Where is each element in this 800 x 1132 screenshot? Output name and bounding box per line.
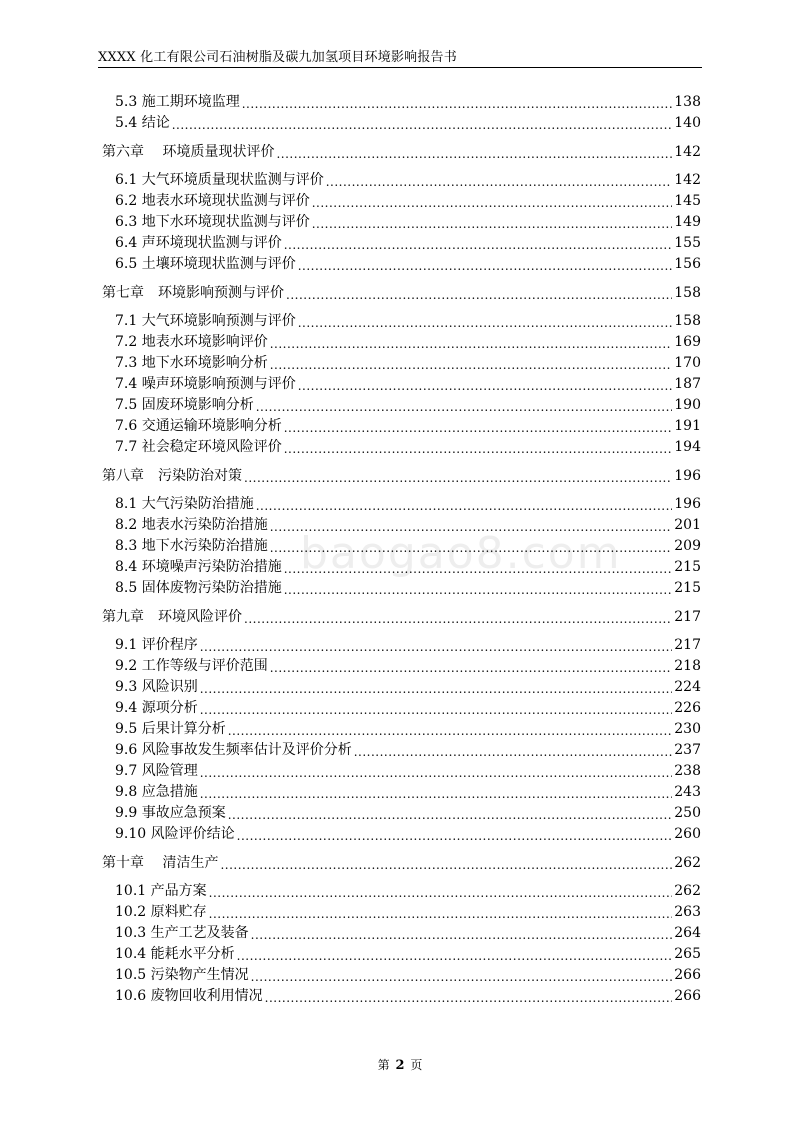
toc-dot-leader [237, 824, 673, 845]
toc-entry-title: 8.4 环境噪声污染防治措施 [115, 559, 282, 575]
toc-dot-leader [265, 986, 673, 1007]
toc-entry-page: 142 [674, 144, 701, 160]
toc-entry-page: 201 [674, 517, 701, 533]
toc-dot-leader [270, 656, 673, 677]
document-title: XXXX 化工有限公司石油树脂及碳九加氢项目环境影响报告书 [98, 50, 457, 65]
toc-dot-leader [244, 466, 672, 487]
toc-dot-leader [228, 803, 673, 824]
toc-entry-title: 7.2 地表水环境影响评价 [115, 334, 268, 350]
toc-entry-page: 260 [674, 826, 701, 842]
toc-entry-title: 第八章 污染防治对策 [102, 468, 242, 484]
toc-dot-leader [200, 761, 673, 782]
toc-dot-leader [286, 283, 672, 304]
toc-entry-page: 155 [674, 235, 701, 251]
toc-dot-leader [244, 607, 672, 628]
toc-entry-title: 6.5 土壤环境现状监测与评价 [115, 256, 296, 272]
toc-entry-title: 9.6 风险事故发生频率估计及评价分析 [115, 742, 352, 758]
footer-page-number: 2 [395, 1058, 405, 1073]
footer-suffix: 页 [410, 1058, 423, 1072]
toc-dot-leader [284, 416, 673, 437]
toc-section-entry[interactable] [102, 353, 701, 374]
toc-entry-page: 250 [674, 805, 701, 821]
toc-dot-leader [251, 923, 673, 944]
toc-entry-page: 196 [674, 468, 701, 484]
toc-section-entry[interactable] [102, 395, 701, 416]
toc-chapter-entry[interactable] [102, 465, 701, 487]
toc-entry-page: 217 [674, 637, 701, 653]
toc-entry-page: 238 [674, 763, 701, 779]
page-footer [0, 1056, 800, 1073]
toc-entry-title: 9.3 风险识别 [115, 679, 198, 695]
toc-entry-page: 262 [674, 855, 701, 871]
toc-section-entry[interactable] [102, 803, 701, 824]
toc-dot-leader [242, 92, 673, 113]
page-header [98, 44, 702, 68]
toc-section-entry[interactable] [102, 416, 701, 437]
toc-section-entry[interactable] [102, 719, 701, 740]
toc-dot-leader [200, 677, 673, 698]
toc-dot-leader [270, 536, 673, 557]
toc-dot-leader [270, 353, 673, 374]
toc-section-entry[interactable] [102, 254, 701, 275]
toc-entry-page: 215 [674, 580, 701, 596]
toc-section-entry[interactable] [102, 113, 701, 134]
toc-entry-page: 226 [674, 700, 701, 716]
toc-entry-page: 266 [674, 967, 701, 983]
toc-entry-page: 156 [674, 256, 701, 272]
toc-entry-page: 230 [674, 721, 701, 737]
toc-section-entry[interactable] [102, 965, 701, 986]
toc-dot-leader [284, 557, 673, 578]
toc-dot-leader [326, 170, 673, 191]
toc-entry-title: 9.9 事故应急预案 [115, 805, 226, 821]
toc-chapter-entry[interactable] [102, 852, 701, 874]
toc-entry-page: 262 [674, 883, 701, 899]
toc-dot-leader [200, 698, 673, 719]
toc-dot-leader [209, 881, 673, 902]
toc-dot-leader [312, 212, 673, 233]
toc-section-entry[interactable] [102, 332, 701, 353]
toc-entry-title: 10.4 能耗水平分析 [115, 946, 235, 962]
toc-section-entry[interactable] [102, 677, 701, 698]
toc-dot-leader [228, 719, 673, 740]
toc-entry-page: 138 [674, 94, 701, 110]
toc-section-entry[interactable] [102, 191, 701, 212]
toc-entry-page: 264 [674, 925, 701, 941]
toc-entry-page: 237 [674, 742, 701, 758]
toc-entry-title: 8.5 固体废物污染防治措施 [115, 580, 282, 596]
toc-section-entry[interactable] [102, 782, 701, 803]
toc-dot-leader [284, 578, 673, 599]
toc-dot-leader [251, 965, 673, 986]
toc-section-entry[interactable] [102, 170, 701, 191]
toc-dot-leader [284, 437, 673, 458]
toc-chapter-entry[interactable] [102, 606, 701, 628]
toc-section-entry[interactable] [102, 557, 701, 578]
toc-dot-leader [284, 233, 673, 254]
toc-entry-page: 158 [674, 285, 701, 301]
toc-dot-leader [209, 902, 673, 923]
toc-entry-title: 9.7 风险管理 [115, 763, 198, 779]
toc-dot-leader [200, 782, 673, 803]
toc-entry-page: 158 [674, 313, 701, 329]
toc-entry-page: 217 [674, 609, 701, 625]
watermark: baogao8.com [300, 528, 622, 579]
toc-dot-leader [270, 515, 673, 536]
toc-dot-leader [298, 311, 673, 332]
toc-section-entry[interactable] [102, 437, 701, 458]
toc-entry-title: 10.5 污染物产生情况 [115, 967, 249, 983]
toc-entry-title: 8.2 地表水污染防治措施 [115, 517, 268, 533]
toc-section-entry[interactable] [102, 212, 701, 233]
toc-dot-leader [298, 374, 673, 395]
toc-section-entry[interactable] [102, 698, 701, 719]
toc-entry-title: 5.3 施工期环境监理 [115, 94, 240, 110]
toc-entry-title: 第十章 清洁生产 [102, 855, 219, 871]
toc-entry-title: 10.1 产品方案 [115, 883, 207, 899]
toc-entry-title: 9.5 后果计算分析 [115, 721, 226, 737]
toc-entry-title: 10.6 废物回收利用情况 [115, 988, 263, 1004]
toc-entry-title: 第七章 环境影响预测与评价 [102, 285, 284, 301]
toc-section-entry[interactable] [102, 578, 701, 599]
toc-section-entry[interactable] [102, 881, 701, 902]
toc-entry-page: 140 [674, 115, 701, 131]
footer-prefix: 第 [377, 1058, 390, 1072]
toc-dot-leader [200, 635, 673, 656]
toc-dot-leader [256, 395, 673, 416]
toc-section-entry[interactable] [102, 923, 701, 944]
toc-chapter-entry[interactable] [102, 282, 701, 304]
toc-section-entry[interactable] [102, 656, 701, 677]
toc-section-entry[interactable] [102, 635, 701, 656]
toc-section-entry[interactable] [102, 92, 701, 113]
toc-section-entry[interactable] [102, 494, 701, 515]
toc-entry-page: 169 [674, 334, 701, 350]
toc-entry-title: 6.4 声环境现状监测与评价 [115, 235, 282, 251]
toc-entry-title: 9.8 应急措施 [115, 784, 198, 800]
toc-section-entry[interactable] [102, 740, 701, 761]
toc-entry-page: 243 [674, 784, 701, 800]
toc-entry-page: 142 [674, 172, 701, 188]
toc-dot-leader [312, 191, 673, 212]
toc-entry-page: 218 [674, 658, 701, 674]
toc-chapter-entry[interactable] [102, 141, 701, 163]
toc-entry-page: 263 [674, 904, 701, 920]
toc-entry-title: 6.1 大气环境质量现状监测与评价 [115, 172, 324, 188]
toc-entry-title: 8.3 地下水污染防治措施 [115, 538, 268, 554]
toc-entry-page: 224 [674, 679, 701, 695]
toc-dot-leader [276, 142, 672, 163]
toc-entry-title: 7.5 固废环境影响分析 [115, 397, 254, 413]
toc-section-entry[interactable] [102, 233, 701, 254]
toc-entry-page: 196 [674, 496, 701, 512]
toc-section-entry[interactable] [102, 515, 701, 536]
toc-entry-page: 149 [674, 214, 701, 230]
toc-entry-title: 7.1 大气环境影响预测与评价 [115, 313, 296, 329]
toc-entry-title: 8.1 大气污染防治措施 [115, 496, 254, 512]
toc-section-entry[interactable] [102, 986, 701, 1007]
toc-entry-title: 9.10 风险评价结论 [115, 826, 235, 842]
toc-section-entry[interactable] [102, 311, 701, 332]
toc-entry-page: 191 [674, 418, 701, 434]
toc-entry-title: 6.2 地表水环境现状监测与评价 [115, 193, 310, 209]
toc-entry-page: 215 [674, 559, 701, 575]
toc-entry-page: 209 [674, 538, 701, 554]
toc-dot-leader [220, 853, 672, 874]
toc-section-entry[interactable] [102, 536, 701, 557]
toc-entry-page: 187 [674, 376, 701, 392]
toc-entry-page: 265 [674, 946, 701, 962]
toc-entry-title: 10.3 生产工艺及装备 [115, 925, 249, 941]
toc-entry-page: 266 [674, 988, 701, 1004]
toc-entry-page: 190 [674, 397, 701, 413]
toc-entry-title: 7.3 地下水环境影响分析 [115, 355, 268, 371]
toc-entry-page: 170 [674, 355, 701, 371]
toc-dot-leader [256, 494, 673, 515]
toc-entry-title: 7.7 社会稳定环境风险评价 [115, 439, 282, 455]
toc-entry-title: 9.2 工作等级与评价范围 [115, 658, 268, 674]
table-of-contents [102, 92, 701, 1007]
toc-dot-leader [237, 944, 673, 965]
toc-entry-page: 145 [674, 193, 701, 209]
toc-entry-title: 第六章 环境质量现状评价 [102, 144, 275, 160]
toc-dot-leader [172, 113, 673, 134]
toc-dot-leader [354, 740, 673, 761]
toc-section-entry[interactable] [102, 824, 701, 845]
toc-section-entry[interactable] [102, 374, 701, 395]
toc-entry-title: 7.4 噪声环境影响预测与评价 [115, 376, 296, 392]
toc-entry-title: 9.1 评价程序 [115, 637, 198, 653]
toc-entry-title: 7.6 交通运输环境影响分析 [115, 418, 282, 434]
toc-section-entry[interactable] [102, 902, 701, 923]
toc-entry-title: 9.4 源项分析 [115, 700, 198, 716]
toc-entry-title: 10.2 原料贮存 [115, 904, 207, 920]
toc-entry-page: 194 [674, 439, 701, 455]
toc-section-entry[interactable] [102, 761, 701, 782]
toc-dot-leader [270, 332, 673, 353]
toc-entry-title: 5.4 结论 [115, 115, 170, 131]
toc-dot-leader [298, 254, 673, 275]
toc-section-entry[interactable] [102, 944, 701, 965]
toc-entry-title: 第九章 环境风险评价 [102, 609, 242, 625]
toc-entry-title: 6.3 地下水环境现状监测与评价 [115, 214, 310, 230]
